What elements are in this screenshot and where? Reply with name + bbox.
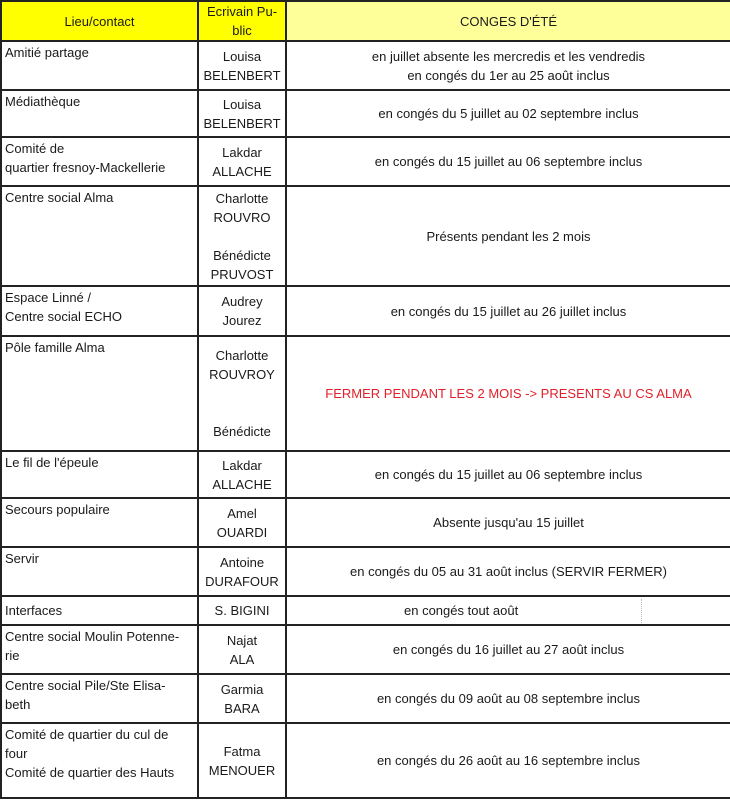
header-ecrivain-line1: Ecrivain Pu- <box>206 4 278 19</box>
lieu-cell <box>1 286 198 336</box>
ecrivain-firstname: Lakdar <box>222 457 262 473</box>
lieu-cell <box>1 41 198 90</box>
ecrivain-lastname: DURAFOUR <box>205 573 279 589</box>
ecrivain-lastname: ROUVRO <box>213 209 271 225</box>
conges-cell <box>286 451 730 498</box>
header-ecrivain <box>198 1 286 41</box>
conges-text: en juillet absente les mercredis et les vendredis <box>371 48 646 64</box>
conges-text: en congés du 15 juillet au 06 septembre inclus <box>374 154 643 169</box>
ecrivain-firstname: Bénédicte <box>213 247 271 263</box>
lieu-text: Centre social Alma <box>5 190 114 205</box>
lieu-text: Médiathèque <box>5 94 81 109</box>
lieu-text: Centre social Moulin Potenne- <box>5 629 180 644</box>
ecrivain-firstname: Charlotte <box>215 348 269 363</box>
lieu-text: Amitié partage <box>5 45 89 60</box>
table-row <box>1 451 730 498</box>
lieu-text: Comité de quartier des Hauts <box>5 765 175 780</box>
lieu-text: beth <box>5 697 31 712</box>
ecrivain-cell <box>198 625 286 674</box>
lieu-cell <box>1 90 198 137</box>
table-row <box>1 625 730 674</box>
conges-text: en congés du 5 juillet au 02 septembre inclus <box>378 106 639 121</box>
header-ecrivain-line2: blic <box>232 23 252 38</box>
ecrivain-lastname: MENOUER <box>208 762 276 778</box>
ecrivain-cell <box>198 186 286 286</box>
ecrivain-firstname: Louisa <box>222 48 262 64</box>
conges-text: en congés du 15 juillet au 06 septembre inclus <box>374 467 643 482</box>
table-row <box>1 186 730 286</box>
lieu-cell <box>1 723 198 798</box>
conges-text: en congés du 1er au 25 août inclus <box>407 67 610 83</box>
conges-text: Présents pendant les 2 mois <box>426 228 591 244</box>
ecrivain-firstname: Bénédicte <box>213 424 271 439</box>
conges-cell <box>286 625 730 674</box>
lieu-text: Secours populaire <box>5 502 110 517</box>
table-row <box>1 498 730 547</box>
lieu-text: rie <box>5 648 20 663</box>
lieu-text: Centre social ECHO <box>5 309 123 324</box>
ecrivain-firstname: Lakdar <box>222 144 262 160</box>
lieu-text: quartier fresnoy-Mackellerie <box>5 160 166 175</box>
ecrivain-firstname: Charlotte <box>215 190 269 206</box>
lieu-text: Servir <box>5 551 39 566</box>
ecrivain-lastname: BELENBERT <box>203 115 281 131</box>
table-row <box>1 286 730 336</box>
ecrivain-name: S. BIGINI <box>214 603 270 618</box>
ecrivain-cell <box>198 547 286 596</box>
conges-cell <box>286 41 730 90</box>
lieu-cell <box>1 336 198 451</box>
ecrivain-lastname: ALA <box>229 651 255 667</box>
conges-cell <box>286 723 730 798</box>
conges-text: en congés tout août <box>404 603 519 618</box>
conges-text: en congés du 09 août au 08 septembre inclus <box>376 691 641 706</box>
conges-cell <box>286 547 730 596</box>
dotted-gridline <box>641 599 642 623</box>
lieu-text: Comité de quartier du cul de <box>5 727 169 742</box>
lieu-cell <box>1 625 198 674</box>
conges-alert-text: FERMER PENDANT LES 2 MOIS -> PRESENTS AU CS ALMA <box>325 386 692 401</box>
conges-cell <box>286 286 730 336</box>
ecrivain-firstname: Amel <box>227 505 257 521</box>
lieu-text: Le fil de l'épeule <box>5 455 99 470</box>
ecrivain-cell <box>198 336 286 451</box>
lieu-cell <box>1 547 198 596</box>
ecrivain-lastname: BELENBERT <box>203 67 281 83</box>
header-lieu: Lieu/contact <box>1 1 198 41</box>
table-row <box>1 547 730 596</box>
ecrivain-cell <box>198 498 286 547</box>
ecrivain-lastname: PRUVOST <box>210 266 274 282</box>
ecrivain-firstname: Fatma <box>223 743 261 759</box>
lieu-text: four <box>5 746 28 761</box>
ecrivain-firstname: Garmia <box>220 681 264 697</box>
lieu-text: Comité de <box>5 141 65 156</box>
ecrivain-cell <box>198 451 286 498</box>
ecrivain-lastname: ROUVROY <box>209 367 275 382</box>
lieu-cell <box>1 498 198 547</box>
conges-cell <box>286 596 730 625</box>
conges-cell <box>286 336 730 451</box>
ecrivain-cell <box>198 90 286 137</box>
conges-text: Absente jusqu'au 15 juillet <box>433 515 584 530</box>
lieu-cell <box>1 596 198 625</box>
ecrivain-cell <box>198 596 286 625</box>
table-row <box>1 90 730 137</box>
ecrivain-cell <box>198 41 286 90</box>
table-row <box>1 336 730 451</box>
ecrivain-lastname: BARA <box>224 700 260 716</box>
conges-cell <box>286 186 730 286</box>
ecrivain-firstname: Najat <box>226 632 258 648</box>
table-row <box>1 41 730 90</box>
table-row <box>1 596 730 625</box>
ecrivain-cell <box>198 137 286 186</box>
conges-text: en congés du 05 au 31 août inclus (SERVIR FERMER) <box>350 564 667 579</box>
ecrivain-firstname: Antoine <box>219 554 265 570</box>
table-row <box>1 723 730 798</box>
header-row <box>1 1 730 41</box>
ecrivain-lastname: ALLACHE <box>212 163 272 179</box>
lieu-cell <box>1 186 198 286</box>
ecrivain-cell <box>198 723 286 798</box>
ecrivain-lastname: ALLACHE <box>212 476 272 492</box>
ecrivain-cell <box>198 674 286 723</box>
header-conges: CONGES D'ÉTÉ <box>286 1 730 41</box>
conges-cell <box>286 674 730 723</box>
ecrivain-lastname: Jourez <box>222 313 262 328</box>
conges-text: en congés du 16 juillet au 27 août inclus <box>392 642 625 657</box>
ecrivain-firstname: Louisa <box>222 96 262 112</box>
table-row <box>1 137 730 186</box>
lieu-text: Interfaces <box>5 603 63 618</box>
lieu-text: Centre social Pile/Ste Elisa- <box>5 678 166 693</box>
lieu-text: Espace Linné / <box>5 290 92 305</box>
conges-cell <box>286 90 730 137</box>
lieu-cell <box>1 451 198 498</box>
conges-text: en congés du 15 juillet au 26 juillet inclus <box>390 303 627 319</box>
ecrivain-lastname: OUARDI <box>216 524 268 540</box>
ecrivain-firstname: Audrey <box>221 294 263 309</box>
table-row <box>1 674 730 723</box>
conges-cell <box>286 137 730 186</box>
lieu-cell <box>1 674 198 723</box>
ecrivain-cell <box>198 286 286 336</box>
conges-cell <box>286 498 730 547</box>
lieu-text: Pôle famille Alma <box>5 340 105 355</box>
conges-text: en congés du 26 août au 16 septembre inclus <box>376 753 641 768</box>
lieu-cell <box>1 137 198 186</box>
